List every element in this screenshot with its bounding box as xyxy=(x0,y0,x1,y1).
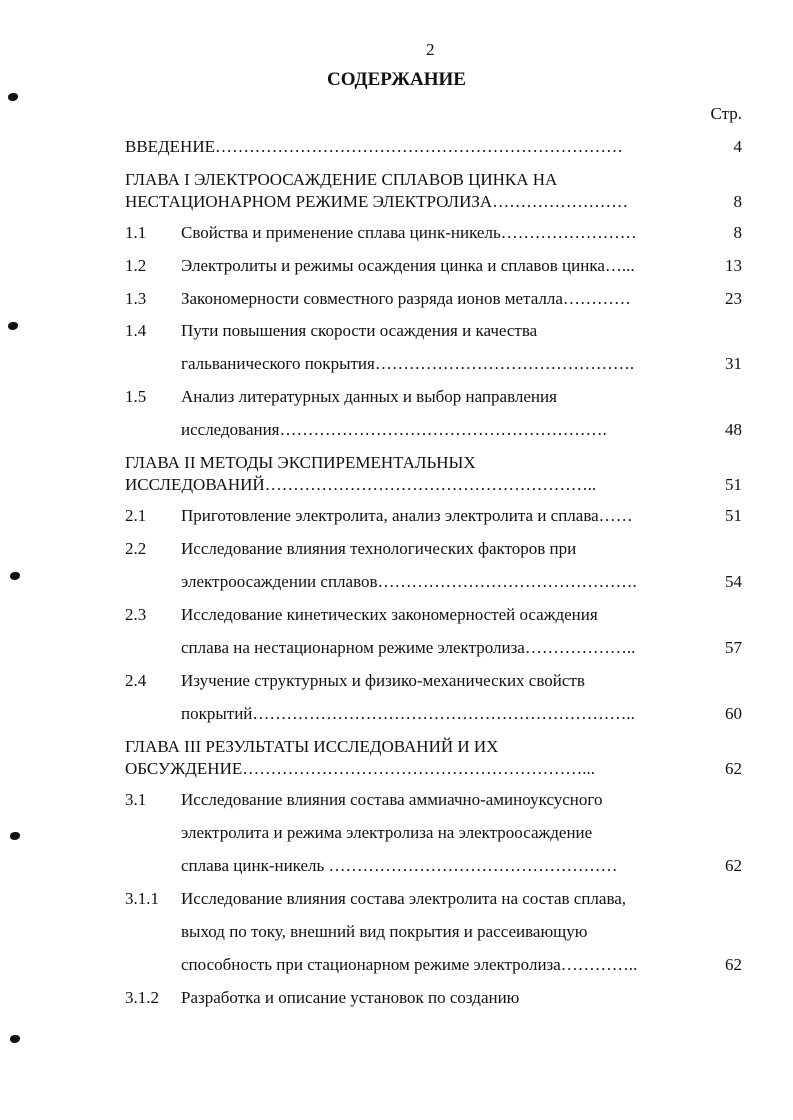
toc-page-chapter-3: 62 xyxy=(725,759,742,778)
toc-page-1-5: 48 xyxy=(725,420,742,439)
section-number: 2.2 xyxy=(125,539,147,558)
scan-mark xyxy=(10,572,20,580)
toc-page-chapter-2: 51 xyxy=(725,475,742,494)
toc-entry-1-5-line1[interactable]: Анализ литературных данных и выбор направления xyxy=(181,387,557,406)
scan-mark xyxy=(8,322,18,330)
toc-page-1-1: 8 xyxy=(733,223,742,242)
toc-page-2-4: 60 xyxy=(725,704,742,723)
section-number: 3.1.2 xyxy=(125,988,159,1007)
toc-page-1-3: 23 xyxy=(725,289,742,308)
toc-entry-intro[interactable]: ВВЕДЕНИЕ……………………………………………………………… xyxy=(125,137,623,156)
toc-page-2-1: 51 xyxy=(725,506,742,525)
toc-chapter-2-line1[interactable]: ГЛАВА II МЕТОДЫ ЭКСПИРЕМЕНТАЛЬНЫХ xyxy=(125,453,476,472)
toc-entry-3-1-line2[interactable]: электролита и режима электролиза на электроосаждение xyxy=(181,823,593,842)
toc-entry-3-1-1-line3[interactable]: способность при стационарном режиме электролиза………….. xyxy=(181,955,638,974)
section-number: 1.2 xyxy=(125,256,147,275)
toc-chapter-1-line1[interactable]: ГЛАВА I ЭЛЕКТРООСАЖДЕНИЕ СПЛАВОВ ЦИНКА НА xyxy=(125,170,558,189)
toc-page-1-2: 13 xyxy=(725,256,742,275)
toc-entry-2-4-line2[interactable]: покрытий………………………………………………………….. xyxy=(181,704,635,723)
toc-entry-3-1-2-line1[interactable]: Разработка и описание установок по созданию xyxy=(181,988,520,1007)
toc-title: СОДЕРЖАНИЕ xyxy=(327,69,466,90)
section-number: 1.1 xyxy=(125,223,147,242)
toc-chapter-3-line2[interactable]: ОБСУЖДЕНИЕ……………………………………………………... xyxy=(125,759,595,778)
section-number: 2.3 xyxy=(125,605,147,624)
toc-chapter-3-line1[interactable]: ГЛАВА III РЕЗУЛЬТАТЫ ИССЛЕДОВАНИЙ И ИХ xyxy=(125,737,499,756)
scan-mark xyxy=(10,1035,20,1043)
toc-entry-2-2-line1[interactable]: Исследование влияния технологических факторов при xyxy=(181,539,577,558)
toc-entry-2-4-line1[interactable]: Изучение структурных и физико-механических свойств xyxy=(181,671,585,690)
toc-entry-1-3[interactable]: Закономерности совместного разряда ионов металла………… xyxy=(181,289,631,308)
section-number: 1.3 xyxy=(125,289,147,308)
toc-page-3-1-1: 62 xyxy=(725,955,742,974)
toc-entry-1-4-line2[interactable]: гальванического покрытия………………………………………. xyxy=(181,354,635,373)
toc-entry-3-1-1-line1[interactable]: Исследование влияния состава электролита на состав сплава, xyxy=(181,889,627,908)
toc-entry-1-1[interactable]: Свойства и применение сплава цинк-никель…………………… xyxy=(181,223,637,242)
toc-page-3-1: 62 xyxy=(725,856,742,875)
scan-mark xyxy=(10,832,20,840)
page-column-header: Стр. xyxy=(710,104,742,123)
toc-entry-2-3-line1[interactable]: Исследование кинетических закономерностей осаждения xyxy=(181,605,598,624)
section-number: 3.1.1 xyxy=(125,889,159,908)
toc-entry-3-1-line3[interactable]: сплава цинк-никель …………………………………………… xyxy=(181,856,618,875)
toc-page-1-4: 31 xyxy=(725,354,742,373)
toc-entry-2-1[interactable]: Приготовление электролита, анализ электролита и сплава…… xyxy=(181,506,633,525)
toc-entry-1-2[interactable]: Электролиты и режимы осаждения цинка и сплавов цинка…... xyxy=(181,256,635,275)
toc-entry-3-1-line1[interactable]: Исследование влияния состава аммиачно-аминоуксусного xyxy=(181,790,603,809)
toc-entry-2-3-line2[interactable]: сплава на нестационарном режиме электролиза……………….. xyxy=(181,638,636,657)
toc-chapter-2-line2[interactable]: ИССЛЕДОВАНИЙ………………………………………………….. xyxy=(125,475,597,494)
section-number: 1.5 xyxy=(125,387,147,406)
section-number: 2.4 xyxy=(125,671,147,690)
scan-mark xyxy=(8,93,18,101)
section-number: 2.1 xyxy=(125,506,147,525)
toc-entry-3-1-1-line2[interactable]: выход по току, внешний вид покрытия и рассеивающую xyxy=(181,922,588,941)
section-number: 1.4 xyxy=(125,321,147,340)
section-number: 3.1 xyxy=(125,790,147,809)
toc-chapter-1-line2[interactable]: НЕСТАЦИОНАРНОМ РЕЖИМЕ ЭЛЕКТРОЛИЗА…………………… xyxy=(125,192,629,211)
toc-entry-2-2-line2[interactable]: электроосаждении сплавов………………………………………. xyxy=(181,572,637,591)
toc-page-intro: 4 xyxy=(733,137,742,156)
toc-page-2-3: 57 xyxy=(725,638,742,657)
toc-page-2-2: 54 xyxy=(725,572,742,591)
toc-page-chapter-1: 8 xyxy=(733,192,742,211)
toc-entry-1-5-line2[interactable]: исследования…………………………………………………. xyxy=(181,420,607,439)
toc-entry-1-4-line1[interactable]: Пути повышения скорости осаждения и качества xyxy=(181,321,538,340)
page-number: 2 xyxy=(426,40,435,59)
